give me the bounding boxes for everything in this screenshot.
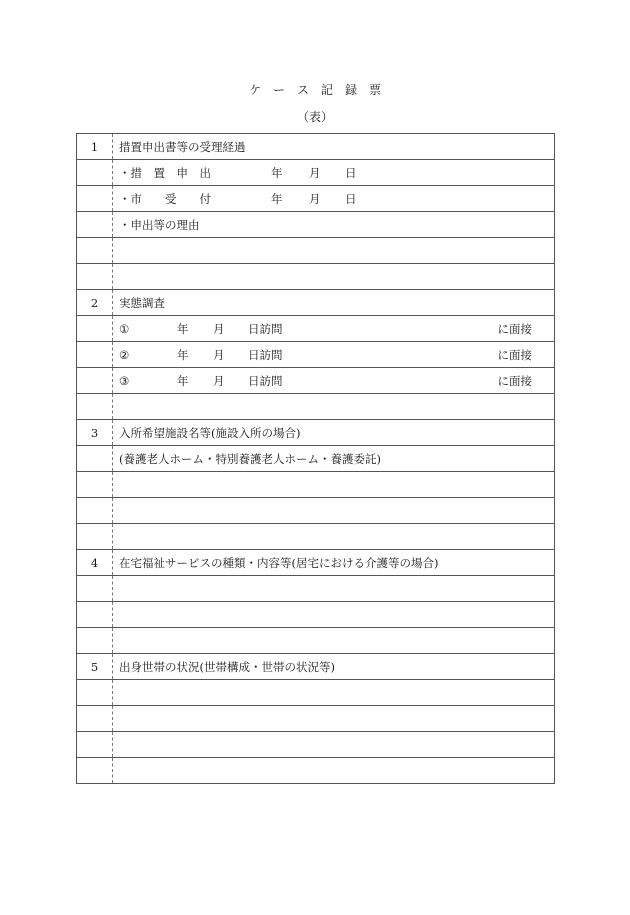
record-row — [77, 290, 555, 316]
row-number: 1 — [77, 134, 113, 160]
date-year-label: 年 — [271, 191, 283, 206]
row-content[interactable] — [113, 446, 555, 472]
row-label: ・市 受 付 — [119, 191, 211, 206]
row-number — [77, 186, 113, 212]
interview-label: に面接 — [497, 321, 532, 336]
row-content[interactable] — [113, 680, 555, 706]
date-day-label: 日 — [345, 165, 357, 180]
row-number — [77, 498, 113, 524]
row-number — [77, 368, 113, 394]
row-number — [77, 576, 113, 602]
row-content[interactable] — [113, 134, 555, 160]
row-number — [77, 212, 113, 238]
record-row — [77, 602, 555, 628]
record-row — [77, 212, 555, 238]
survey-month-label: 月 — [213, 347, 225, 362]
row-label: 措置申出書等の受理経過 — [119, 139, 246, 154]
record-row — [77, 238, 555, 264]
record-row — [77, 680, 555, 706]
record-row — [77, 758, 555, 784]
row-content[interactable] — [113, 342, 555, 368]
row-number: 2 — [77, 290, 113, 316]
row-number: 4 — [77, 550, 113, 576]
record-row — [77, 732, 555, 758]
row-content[interactable] — [113, 498, 555, 524]
record-row — [77, 342, 555, 368]
row-number — [77, 160, 113, 186]
record-row — [77, 550, 555, 576]
row-content[interactable] — [113, 238, 555, 264]
form-title: ケ ー ス 記 録 票 — [248, 83, 381, 97]
record-row — [77, 316, 555, 342]
row-number — [77, 446, 113, 472]
visit-day-label: 日訪問 — [248, 321, 283, 336]
row-content[interactable] — [113, 420, 555, 446]
row-content[interactable] — [113, 186, 555, 212]
row-content[interactable] — [113, 706, 555, 732]
survey-year-label: 年 — [177, 321, 189, 336]
row-content[interactable] — [113, 394, 555, 420]
row-content[interactable] — [113, 732, 555, 758]
row-content[interactable] — [113, 160, 555, 186]
row-number — [77, 524, 113, 550]
date-month-label: 月 — [309, 191, 321, 206]
row-content[interactable] — [113, 264, 555, 290]
row-number — [77, 472, 113, 498]
visit-day-label: 日訪問 — [248, 373, 283, 388]
date-day-label: 日 — [345, 191, 357, 206]
record-row — [77, 628, 555, 654]
row-label: 実態調査 — [119, 295, 165, 310]
record-row — [77, 472, 555, 498]
record-row — [77, 654, 555, 680]
row-label: 在宅福祉サービスの種類・内容等(居宅における介護等の場合) — [119, 555, 439, 570]
record-row — [77, 368, 555, 394]
record-row — [77, 576, 555, 602]
row-content[interactable] — [113, 628, 555, 654]
row-content[interactable] — [113, 758, 555, 784]
survey-month-label: 月 — [213, 373, 225, 388]
row-number — [77, 342, 113, 368]
row-content[interactable] — [113, 290, 555, 316]
row-content[interactable] — [113, 472, 555, 498]
interview-label: に面接 — [497, 347, 532, 362]
row-number — [77, 732, 113, 758]
record-row — [77, 420, 555, 446]
case-record-table — [76, 133, 555, 784]
row-label: ・措 置 申 出 — [119, 165, 211, 180]
survey-year-label: 年 — [177, 373, 189, 388]
row-number — [77, 238, 113, 264]
record-row — [77, 498, 555, 524]
row-content[interactable] — [113, 524, 555, 550]
survey-month-label: 月 — [213, 321, 225, 336]
row-label: (養護老人ホーム・特別養護老人ホーム・養護委託) — [119, 451, 381, 466]
row-number — [77, 628, 113, 654]
record-row — [77, 706, 555, 732]
row-content[interactable] — [113, 368, 555, 394]
record-row — [77, 134, 555, 160]
survey-year-label: 年 — [177, 347, 189, 362]
row-label: 出身世帯の状況(世帯構成・世帯の状況等) — [119, 659, 335, 674]
date-year-label: 年 — [271, 165, 283, 180]
record-row — [77, 524, 555, 550]
row-content[interactable] — [113, 576, 555, 602]
row-number: 5 — [77, 654, 113, 680]
row-content[interactable] — [113, 602, 555, 628]
row-label: ・申出等の理由 — [119, 217, 200, 232]
case-record-table-body — [77, 134, 555, 784]
row-number — [77, 264, 113, 290]
form-subtitle: （表） — [296, 110, 333, 124]
record-row — [77, 394, 555, 420]
date-month-label: 月 — [309, 165, 321, 180]
row-content[interactable] — [113, 550, 555, 576]
row-content[interactable] — [113, 212, 555, 238]
row-label: 入所希望施設名等(施設入所の場合) — [119, 425, 301, 440]
row-label: ② — [119, 347, 130, 362]
row-label: ① — [119, 321, 130, 336]
row-number — [77, 758, 113, 784]
row-content[interactable] — [113, 654, 555, 680]
record-row — [77, 160, 555, 186]
row-number — [77, 602, 113, 628]
row-number: 3 — [77, 420, 113, 446]
row-label: ③ — [119, 373, 130, 388]
interview-label: に面接 — [497, 373, 532, 388]
record-row — [77, 264, 555, 290]
record-row — [77, 446, 555, 472]
row-number — [77, 394, 113, 420]
row-number — [77, 680, 113, 706]
visit-day-label: 日訪問 — [248, 347, 283, 362]
row-number — [77, 316, 113, 342]
row-content[interactable] — [113, 316, 555, 342]
row-number — [77, 706, 113, 732]
record-row — [77, 186, 555, 212]
